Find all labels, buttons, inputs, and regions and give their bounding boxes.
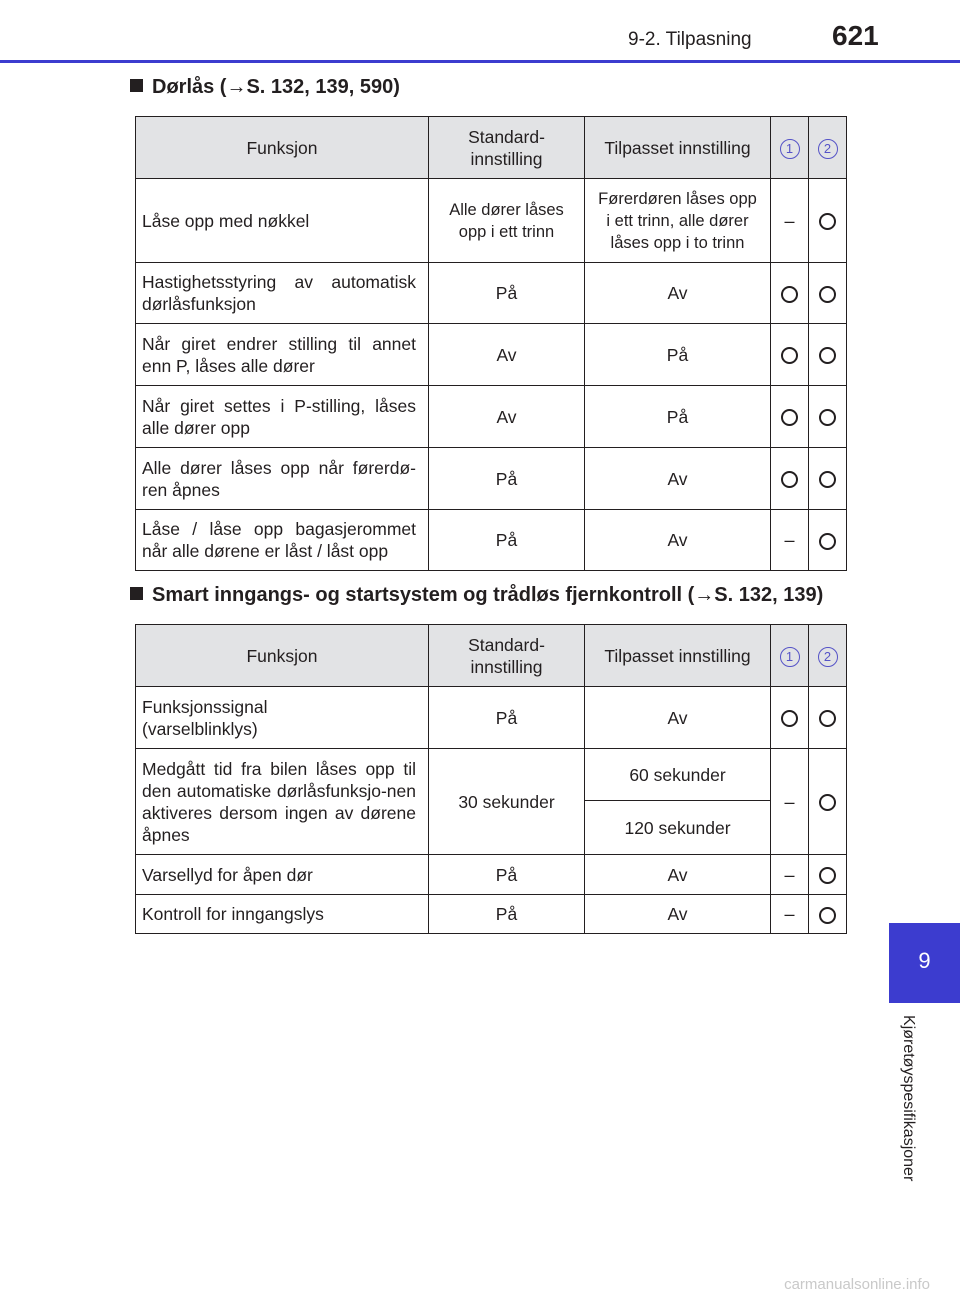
default-cell: På: [429, 895, 585, 934]
default-cell: Alle dører låses opp i ett trinn: [429, 179, 585, 263]
watermark: carmanualsonline.info: [784, 1276, 930, 1293]
circle-icon: [819, 213, 836, 230]
function-cell: Alle dører låses opp når førerdø-ren åpnes: [136, 448, 429, 510]
circle-icon: [781, 471, 798, 488]
function-cell: Når giret endrer stilling til annet enn P, låses alle dører: [136, 324, 429, 386]
dash-icon: –: [784, 530, 795, 550]
header-function: Funksjon: [136, 117, 429, 179]
function-cell: Varsellyd for åpen dør: [136, 855, 429, 895]
col2-cell: [809, 448, 847, 510]
default-cell: På: [429, 687, 585, 749]
custom-cell: Av: [585, 510, 771, 571]
col2-cell: [809, 179, 847, 263]
col1-cell: [771, 749, 809, 855]
default-cell: På: [429, 855, 585, 895]
function-cell: Hastighetsstyring av automatisk dørlåsfunksjon: [136, 263, 429, 324]
custom-cell: Av: [585, 687, 771, 749]
section-title-text: Smart inngangs- og startsystem og trådløs fjernkontroll (→S. 132, 139): [152, 584, 824, 606]
section-title-door-lock: [130, 76, 400, 99]
table-row: [136, 386, 847, 448]
custom-cell: På: [585, 386, 771, 448]
function-cell: Funksjonssignal (varselblinklys): [136, 687, 429, 749]
header-default: Standard- innstilling: [429, 117, 585, 179]
circle-icon: [819, 409, 836, 426]
default-cell: På: [429, 448, 585, 510]
col2-cell: [809, 749, 847, 855]
circle-icon: [819, 794, 836, 811]
page-number: 621: [832, 20, 879, 51]
chapter-number: 9: [918, 948, 931, 973]
circle-icon: [781, 710, 798, 727]
col1-cell: [771, 895, 809, 934]
col1-cell: [771, 855, 809, 895]
function-cell: Medgått tid fra bilen låses opp til den automatiske dørlåsfunksjo-nen aktiveres dersom ingen av dørene åpnes: [136, 749, 429, 855]
header-col2: [809, 625, 847, 687]
table-row: [136, 687, 847, 749]
section-title-text: Dørlås (→S. 132, 139, 590): [152, 76, 400, 98]
door-lock-table: [135, 116, 847, 571]
custom-cell: Av: [585, 855, 771, 895]
chapter-label: Kjøretøyspesifikasjoner: [900, 1015, 917, 1182]
circle-icon: [819, 710, 836, 727]
header-col1: [771, 625, 809, 687]
col2-cell: [809, 687, 847, 749]
chapter-tab: [889, 923, 960, 1003]
square-bullet-icon: [130, 79, 143, 92]
table-row: [136, 179, 847, 263]
function-cell: Låse opp med nøkkel: [136, 179, 429, 263]
circle-icon: [781, 409, 798, 426]
custom-cell: På: [585, 324, 771, 386]
table-row: [136, 324, 847, 386]
section-heading: 9-2. Tilpasning: [628, 29, 752, 50]
dash-icon: –: [784, 864, 795, 885]
col2-cell: [809, 386, 847, 448]
dash-icon: –: [784, 210, 795, 231]
header-col2: [809, 117, 847, 179]
smart-entry-table: [135, 624, 847, 934]
default-cell: 30 sekunder: [429, 749, 585, 855]
col1-cell: [771, 510, 809, 571]
header-function: Funksjon: [136, 625, 429, 687]
circle-icon: [819, 471, 836, 488]
col2-cell: [809, 895, 847, 934]
function-cell: Kontroll for inngangslys: [136, 895, 429, 934]
col1-cell: [771, 179, 809, 263]
col1-cell: [771, 386, 809, 448]
circle-icon: [819, 533, 836, 550]
header-col1: [771, 117, 809, 179]
number-2-icon: 2: [818, 139, 838, 159]
table-row: [136, 895, 847, 934]
table-row: [136, 510, 847, 571]
default-cell: På: [429, 263, 585, 324]
default-cell: Av: [429, 324, 585, 386]
number-1-icon: 1: [780, 139, 800, 159]
table-row: [136, 855, 847, 895]
table-row: [136, 448, 847, 510]
header-custom: Tilpasset innstilling: [585, 625, 771, 687]
default-cell: Av: [429, 386, 585, 448]
col2-cell: [809, 855, 847, 895]
header-custom: Tilpasset innstilling: [585, 117, 771, 179]
square-bullet-icon: [130, 587, 143, 600]
table-header-row: [136, 625, 847, 687]
section-title-smart-entry: [130, 584, 823, 607]
circle-icon: [819, 867, 836, 884]
col1-cell: [771, 687, 809, 749]
dash-icon: –: [784, 791, 795, 812]
number-2-icon: 2: [818, 647, 838, 667]
default-cell: På: [429, 510, 585, 571]
custom-cell: Av: [585, 263, 771, 324]
circle-icon: [819, 286, 836, 303]
col1-cell: [771, 324, 809, 386]
custom-cell: Førerdøren låses opp i ett trinn, alle dører låses opp i to trinn: [585, 179, 771, 263]
circle-icon: [781, 286, 798, 303]
custom-cell: Av: [585, 895, 771, 934]
custom-option-cell: 120 sekunder: [585, 801, 771, 855]
header-default: Standard- innstilling: [429, 625, 585, 687]
col1-cell: [771, 263, 809, 324]
number-1-icon: 1: [780, 647, 800, 667]
col2-cell: [809, 510, 847, 571]
table-header-row: [136, 117, 847, 179]
header-rule: [0, 60, 960, 63]
custom-option-cell: 60 sekunder: [585, 749, 771, 801]
custom-cell: Av: [585, 448, 771, 510]
function-cell: Låse / låse opp bagasjerommet når alle dørene er låst / låst opp: [136, 510, 429, 571]
col2-cell: [809, 263, 847, 324]
col1-cell: [771, 448, 809, 510]
col2-cell: [809, 324, 847, 386]
table-row: [136, 263, 847, 324]
circle-icon: [781, 347, 798, 364]
circle-icon: [819, 347, 836, 364]
circle-icon: [819, 907, 836, 924]
dash-icon: –: [784, 904, 795, 924]
table-row: [136, 749, 847, 801]
function-cell: Når giret settes i P-stilling, låses alle dører opp: [136, 386, 429, 448]
